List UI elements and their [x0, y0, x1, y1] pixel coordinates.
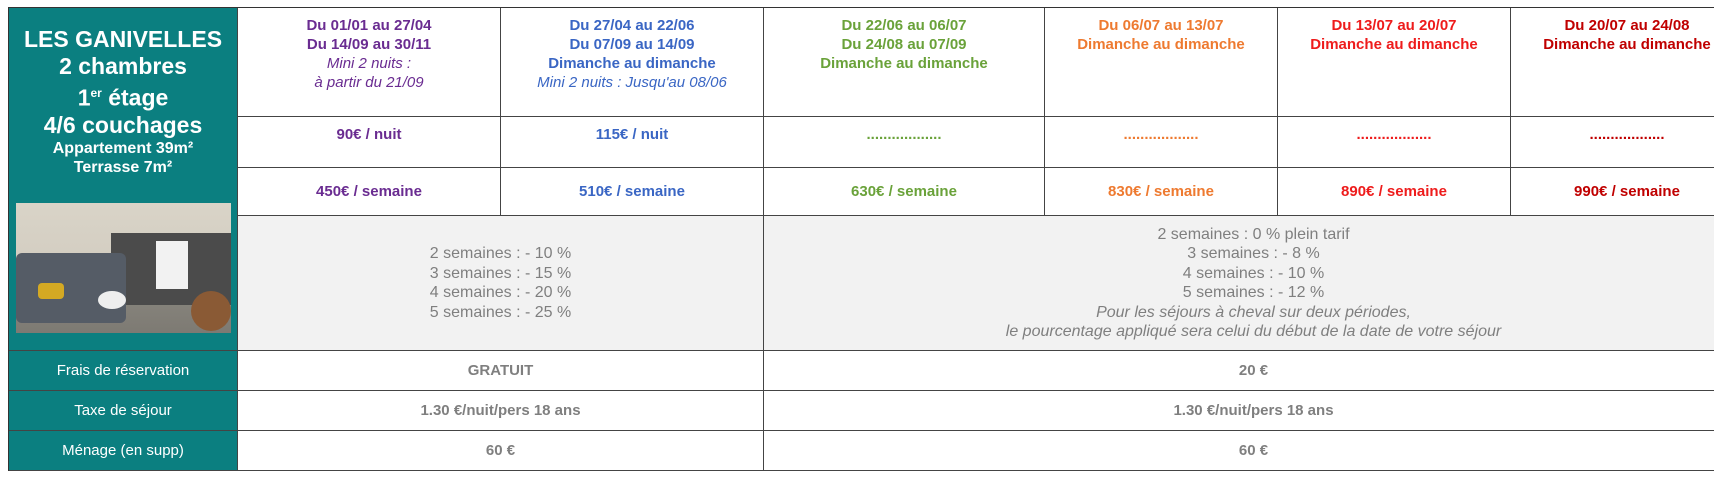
week-price-3: 630€ / semaine	[764, 168, 1045, 216]
night-price-1: 90€ / nuit	[238, 117, 501, 168]
night-price-3: ..................	[764, 117, 1045, 168]
property-rooms: 2 chambres	[59, 53, 187, 79]
fee-label-tax: Taxe de séjour	[9, 391, 238, 431]
night-price-2: 115€ / nuit	[501, 117, 764, 168]
period-header-1: Du 01/01 au 27/04 Du 14/09 au 30/11 Mini 2 nuits : à partir du 21/09	[238, 8, 501, 117]
discounts-low-season: 2 semaines : - 10 % 3 semaines : - 15 % 4 semaines : - 20 % 5 semaines : - 25 %	[238, 216, 764, 351]
fee-booking-low: GRATUIT	[238, 351, 764, 391]
period-header-6: Du 20/07 au 24/08 Dimanche au dimanche	[1511, 8, 1714, 117]
fee-label-booking: Frais de réservation	[9, 351, 238, 391]
period-header-4: Du 06/07 au 13/07 Dimanche au dimanche	[1045, 8, 1278, 117]
week-price-4: 830€ / semaine	[1045, 168, 1278, 216]
fee-cleaning-low: 60 €	[238, 431, 764, 471]
week-price-5: 890€ / semaine	[1278, 168, 1511, 216]
period-header-3: Du 22/06 au 06/07 Du 24/08 au 07/09 Dimanche au dimanche	[764, 8, 1045, 117]
week-price-1: 450€ / semaine	[238, 168, 501, 216]
fee-label-cleaning: Ménage (en supp)	[9, 431, 238, 471]
discount-note-2: le pourcentage appliqué sera celui du début de la date de votre séjour	[1005, 323, 1502, 340]
fee-tax-low: 1.30 €/nuit/pers 18 ans	[238, 391, 764, 431]
period-header-2: Du 27/04 au 22/06 Du 07/09 au 14/09 Dimanche au dimanche Mini 2 nuits : Jusqu'au 08/06	[501, 8, 764, 117]
pricing-table	[8, 7, 1714, 471]
fee-tax-high: 1.30 €/nuit/pers 18 ans	[764, 391, 1714, 431]
night-price-6: ..................	[1511, 117, 1714, 168]
property-name: LES GANIVELLES	[23, 26, 223, 52]
property-beds: 4/6 couchages	[43, 111, 203, 138]
period-header-5: Du 13/07 au 20/07 Dimanche au dimanche	[1278, 8, 1511, 117]
property-floor: 1er étage	[77, 84, 169, 111]
apartment-photo	[16, 203, 231, 333]
discount-note-1: Pour les séjours à cheval sur deux périodes,	[1096, 303, 1411, 321]
property-terrace-size: Terrasse 7m²	[73, 158, 173, 176]
property-info	[9, 8, 238, 351]
week-price-6: 990€ / semaine	[1511, 168, 1714, 216]
week-price-2: 510€ / semaine	[501, 168, 764, 216]
property-apartment-size: Appartement 39m²	[52, 139, 194, 157]
night-price-5: ..................	[1278, 117, 1511, 168]
fee-booking-high: 20 €	[764, 351, 1714, 391]
night-price-4: ..................	[1045, 117, 1278, 168]
discounts-high-season: 2 semaines : 0 % plein tarif 3 semaines : - 8 % 4 semaines : - 10 % 5 semaines : - 12 % Pour les séjours à cheval sur deux périodes, le pourcentage appliqué sera celui du début de la date de votre séjour	[764, 216, 1714, 351]
fee-cleaning-high: 60 €	[764, 431, 1714, 471]
